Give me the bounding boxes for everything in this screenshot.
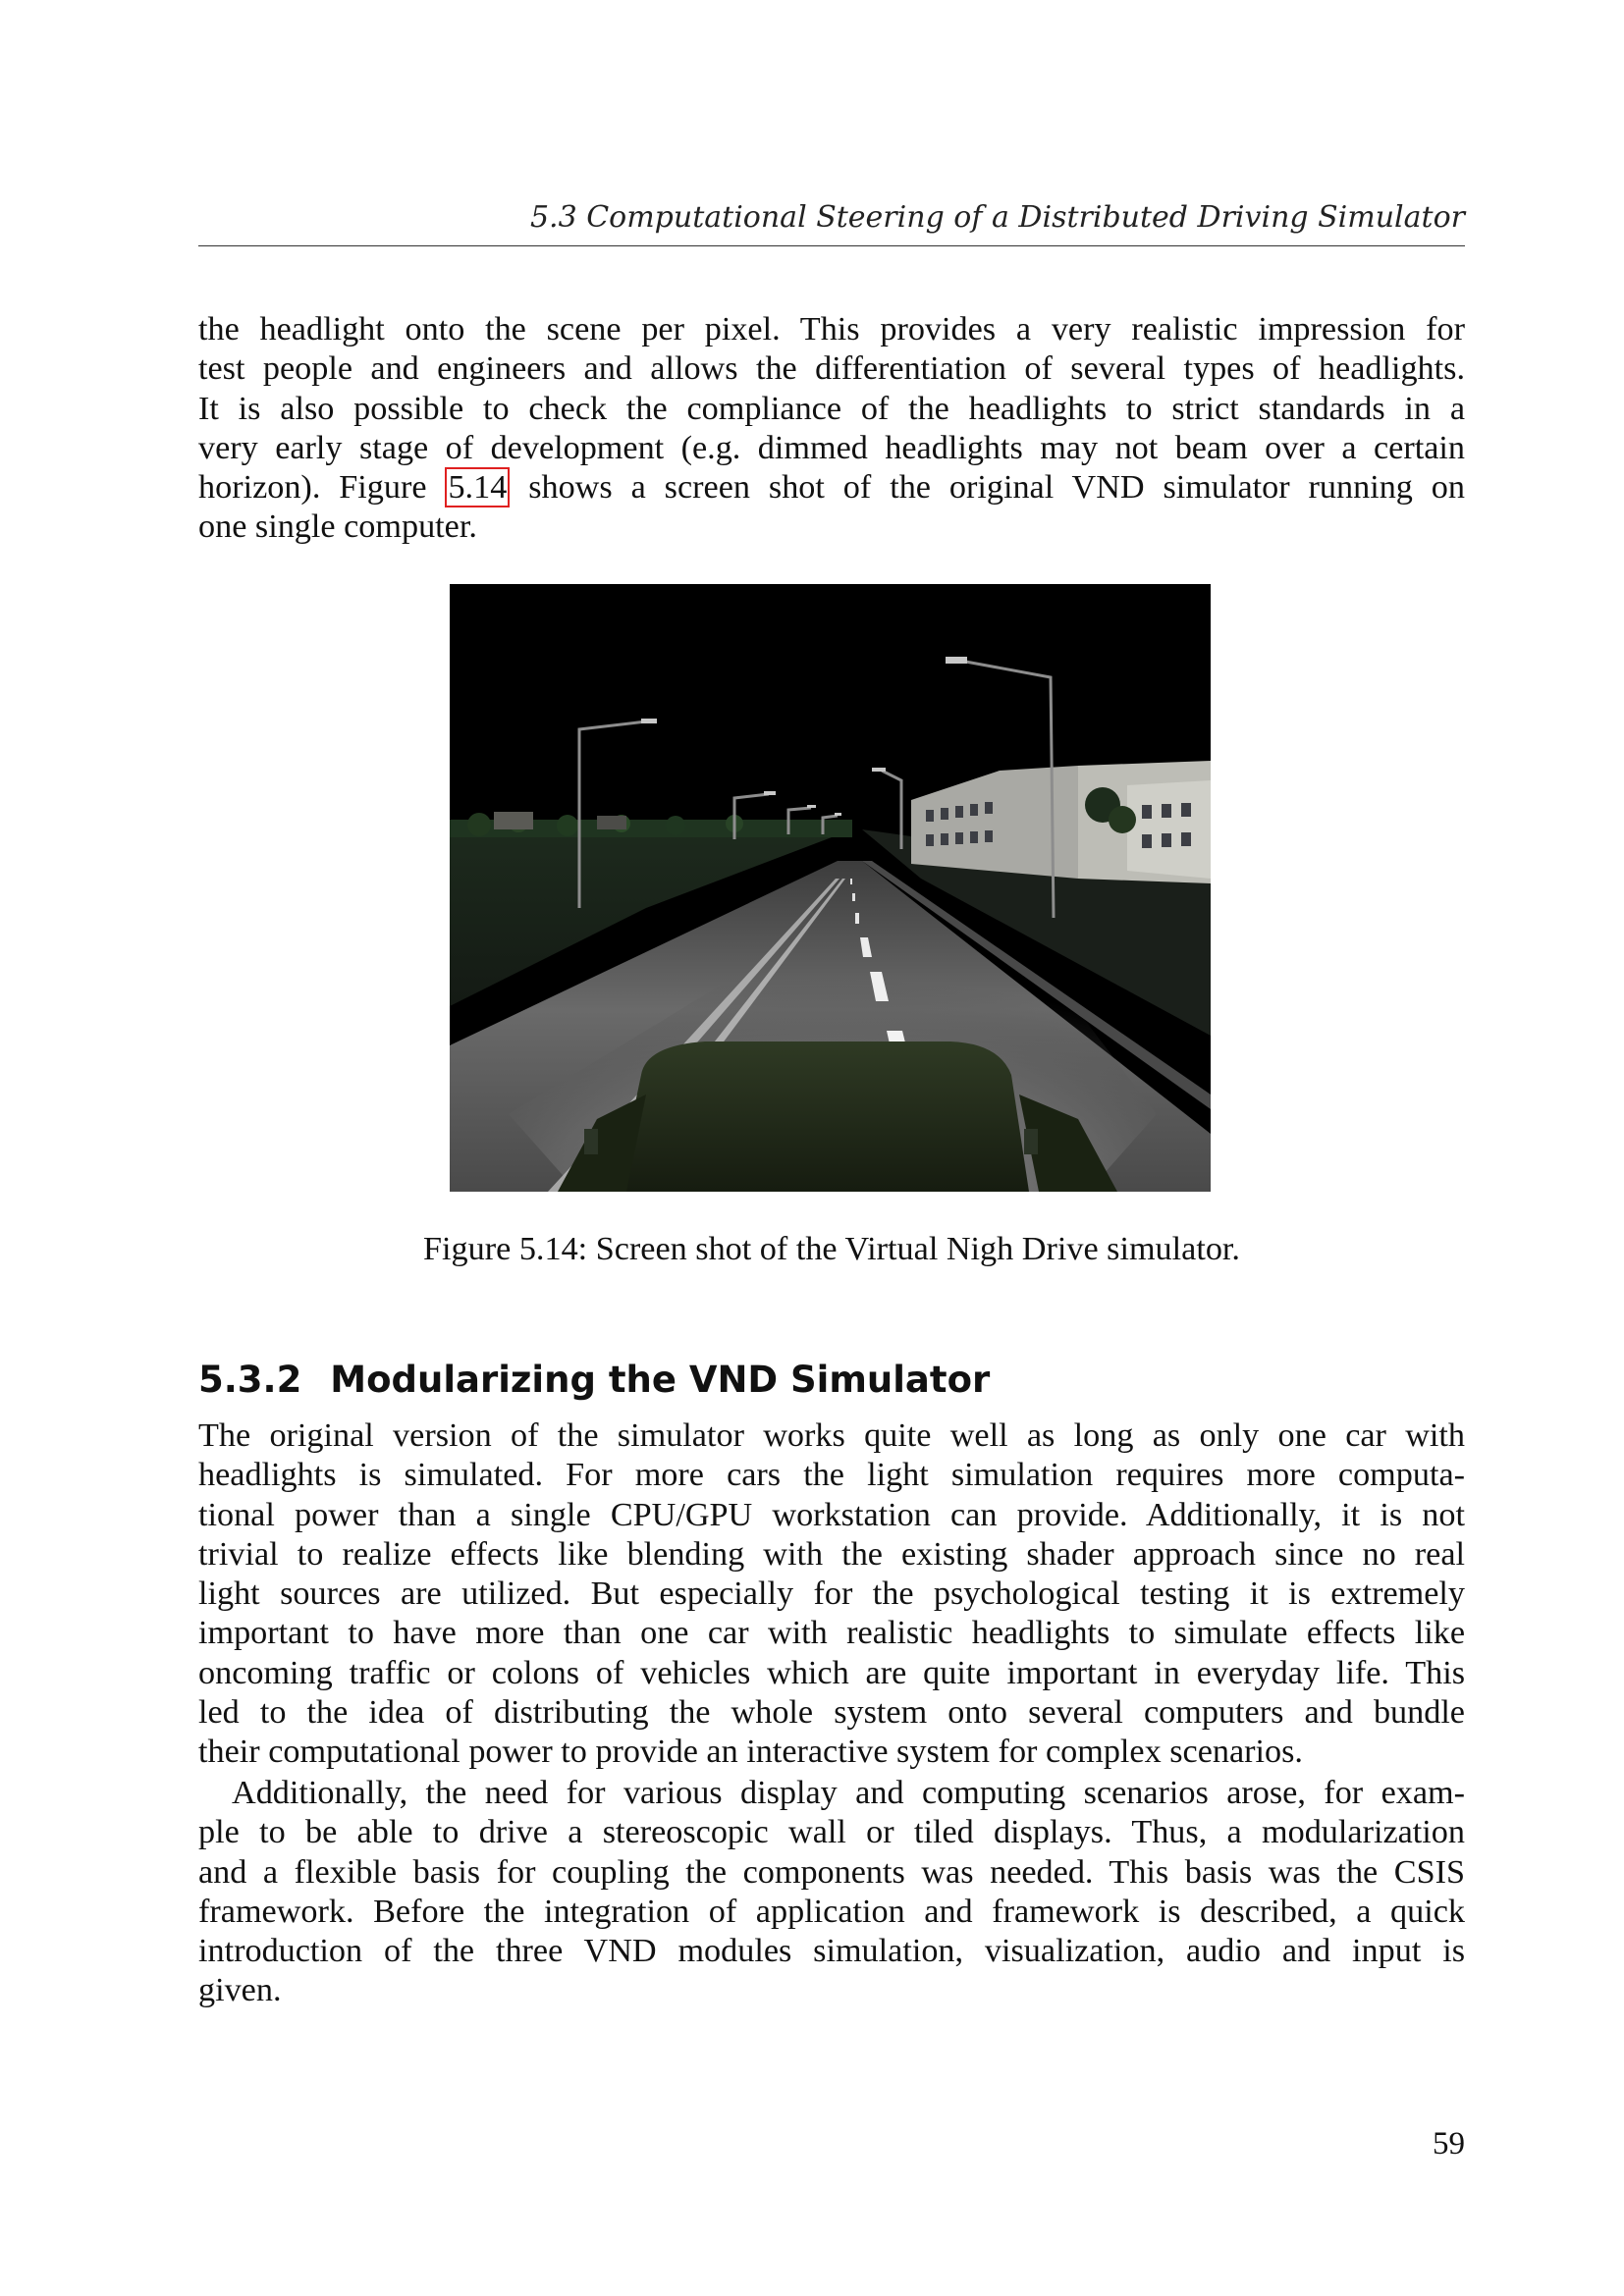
body-line-9: their computational power to provide an interactive system for complex scenarios. [198,1734,1303,1771]
intro-paragraph [198,310,1465,548]
body2-line-4: framework. Before the integration of application and framework is described, a quick [198,1893,1465,1930]
intro-line-6: one single computer. [198,508,477,546]
body-line-4: trivial to realize effects like blending with the existing shader approach since no real [198,1535,1465,1573]
simulator-screenshot-figure [450,584,1211,1192]
car-hood [617,1041,1029,1192]
body-line-8: led to the idea of distributing the whole system onto several computers and bundle [198,1694,1465,1732]
running-title: 5.3 Computational Steering of a Distributed Driving Simulator [529,200,1465,235]
section-paragraph-2 [198,1774,1465,2011]
section-number: 5.3.2 [198,1359,302,1401]
intro-line-4: very early stage of development (e.g. dimmed headlights may not beam over a certain [198,429,1465,466]
body2-line-1: Additionally, the need for various display and computing scenarios arose, for exam- [232,1775,1465,1811]
section-paragraph-1 [198,1416,1465,1773]
body-line-6: important to have more than one car with realistic headlights to simulate effects like [198,1615,1465,1652]
intro-line-5 [198,468,1465,507]
body2-line-6: given. [198,1972,282,2009]
section-heading [198,1359,1465,1402]
body-line-5: light sources are utilized. But especially for the psychological testing it is extremely [198,1575,1465,1613]
intro-line-1: the headlight onto the scene per pixel. This provides a very realistic impression for [198,311,1465,347]
figure-reference-link[interactable]: 5.14 [445,467,510,507]
intro-line-5-end: shows a screen shot of the original VND simulator running on [510,469,1465,507]
night-drive-scene [450,584,1211,1192]
body-line-7: oncoming traffic or colons of vehicles which are quite important in everyday life. This [198,1654,1465,1691]
intro-line-5-start: horizon). Figure [198,469,446,507]
body-line-3: tional power than a single CPU/GPU workstation can provide. Additionally, it is not [198,1496,1465,1533]
section-title: Modularizing the VND Simulator [330,1359,991,1401]
intro-line-2: test people and engineers and allows the differentiation of several types of headlights. [198,350,1465,388]
left-mirror [584,1129,598,1154]
body2-line-3: and a flexible basis for coupling the components was needed. This basis was the CSIS [198,1853,1465,1891]
running-header [198,194,1465,246]
right-mirror [1024,1129,1038,1154]
body-line-1: The original version of the simulator works quite well as long as only one car with [198,1417,1465,1454]
body2-line-2: ple to be able to drive a stereoscopic wall or tiled displays. Thus, a modularization [198,1814,1465,1851]
body2-line-5: introduction of the three VND modules simulation, visualization, audio and input is [198,1933,1465,1970]
body-line-2: headlights is simulated. For more cars the light simulation requires more computa- [198,1457,1465,1494]
figure-caption: Figure 5.14: Screen shot of the Virtual Nigh Drive simulator. [423,1231,1240,1267]
page-number: 59 [1433,2126,1465,2162]
intro-line-3: It is also possible to check the compliance of the headlights to strict standards in a [198,390,1465,427]
